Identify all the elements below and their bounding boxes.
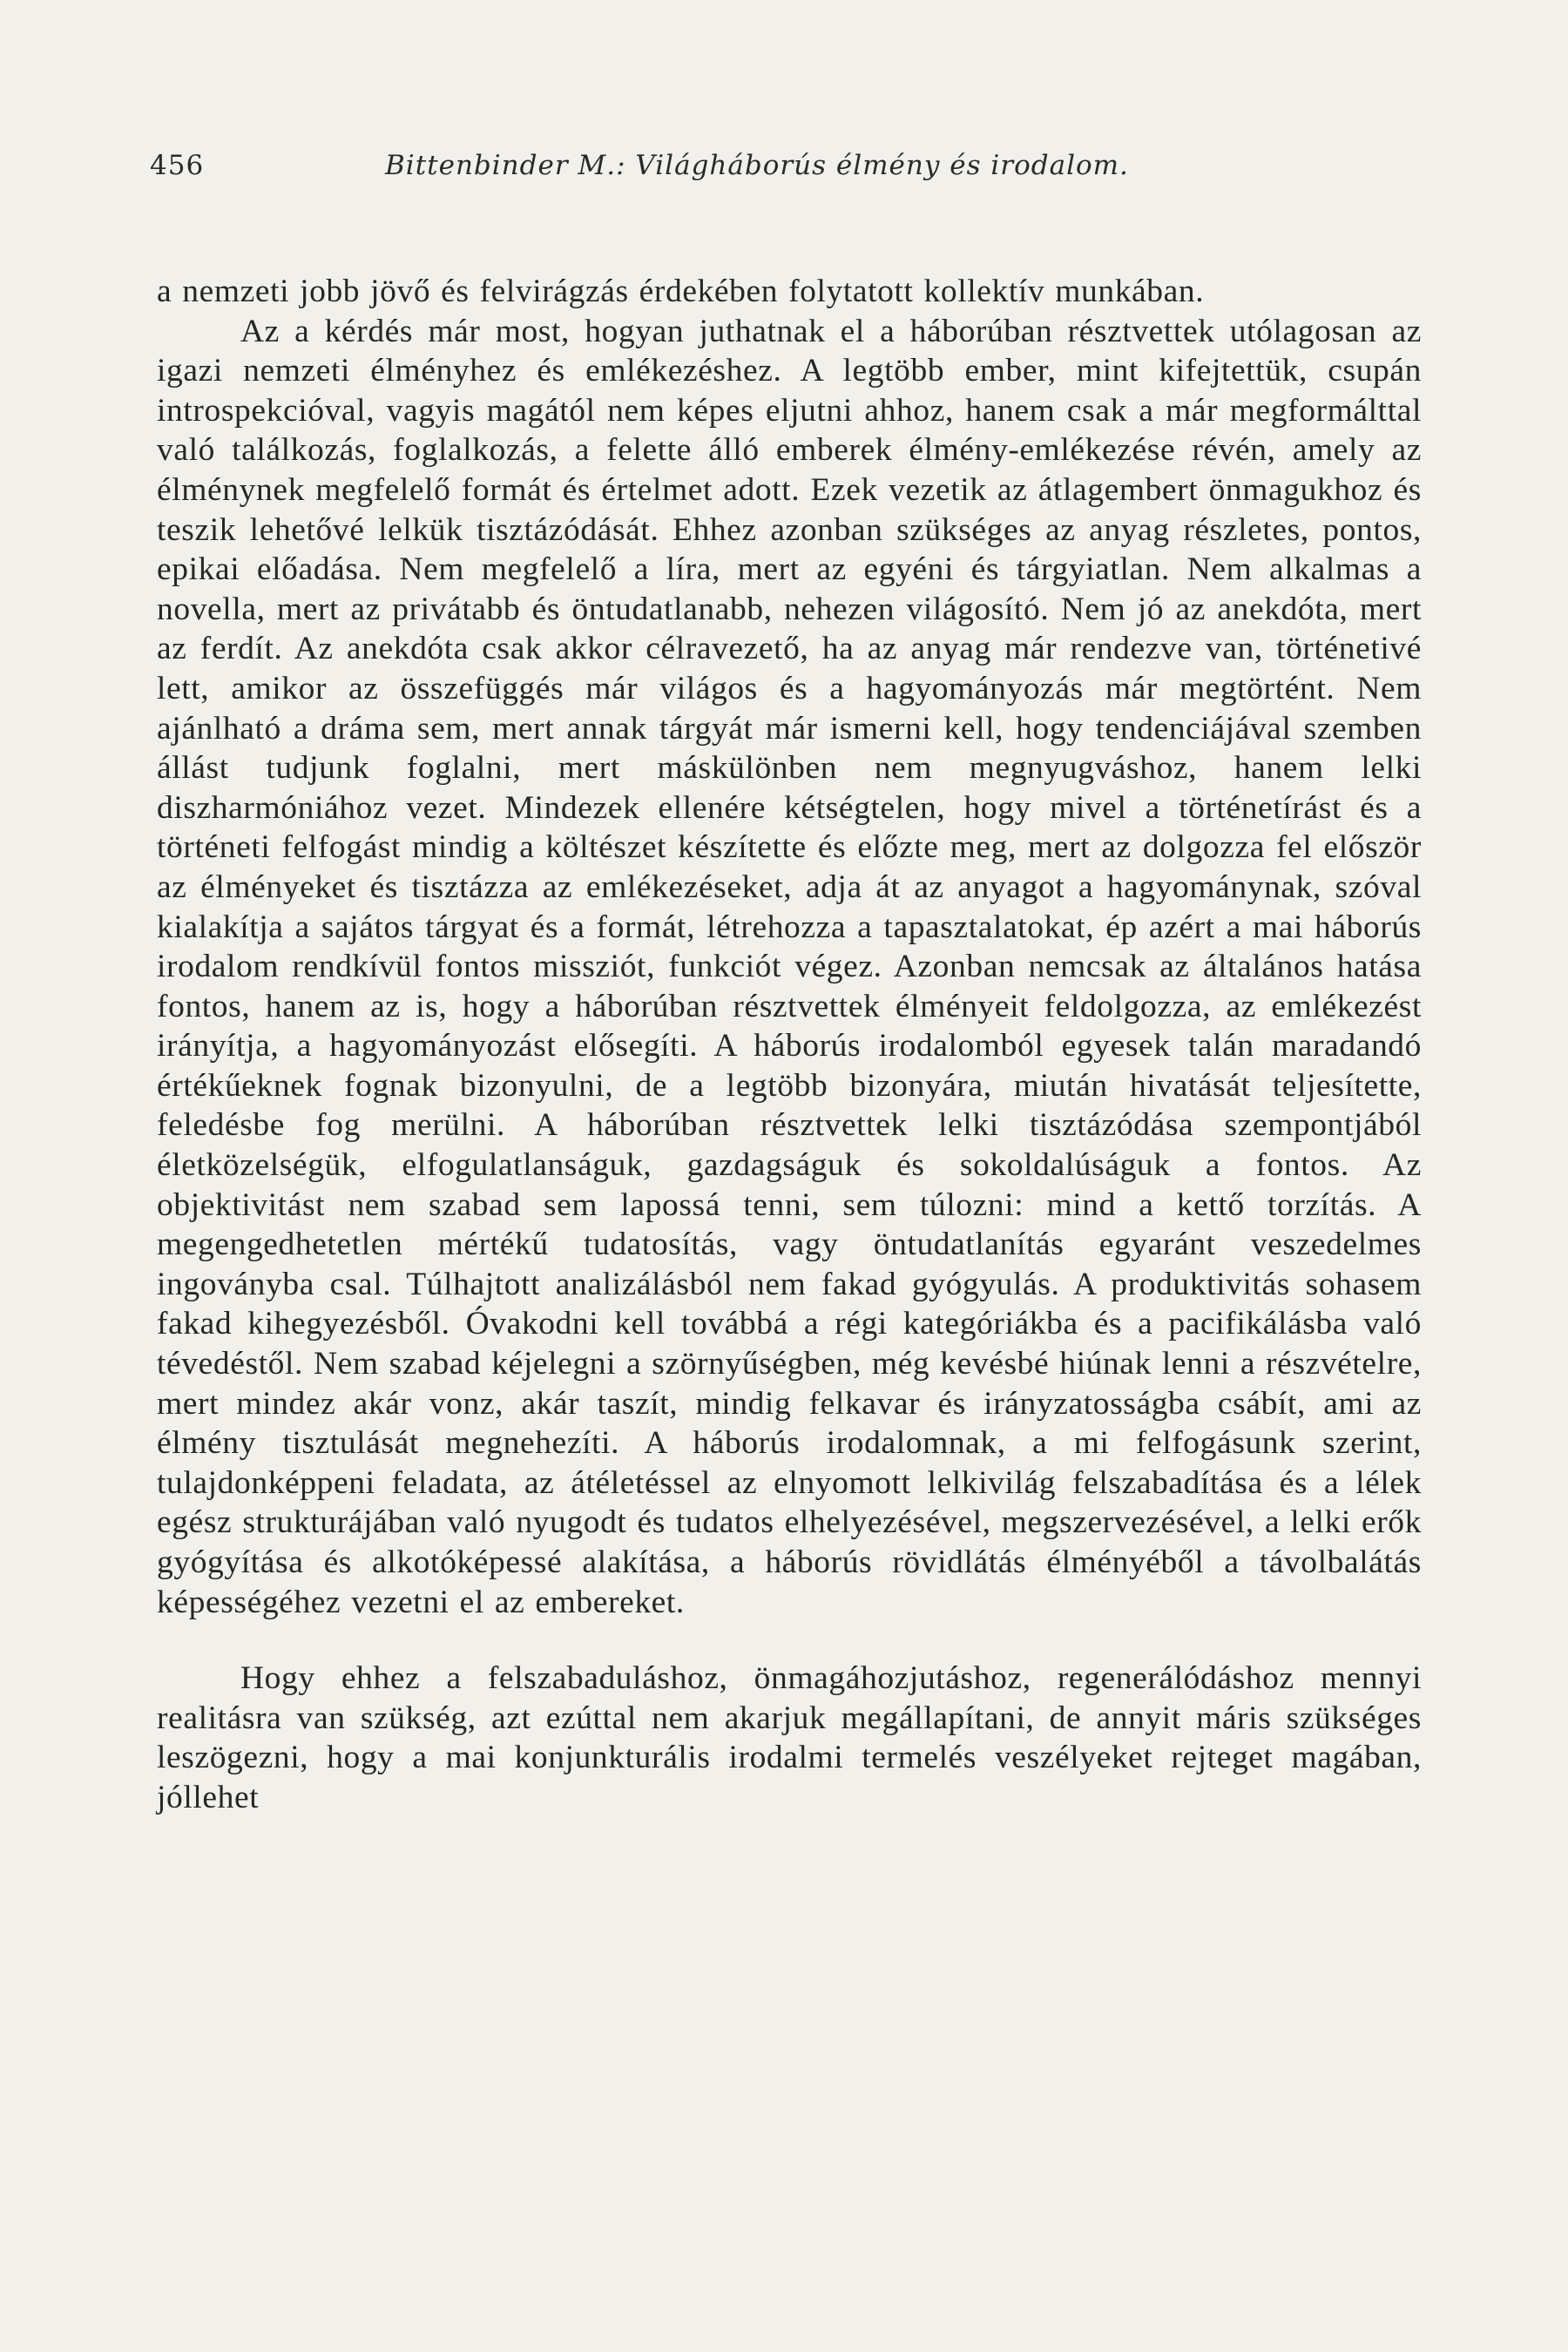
body-text bbox=[157, 272, 1422, 1818]
page-header bbox=[150, 150, 1422, 193]
running-title: Bittenbinder M.: Világháborús élmény és irodalom. bbox=[385, 150, 1129, 181]
paragraph-main: Az a kérdés már most, hogyan juthatnak el a háborúban résztvettek utólagosan az igazi nemzeti élményhez és emlékezéshez. A legtöbb ember, mint kifejtettük, csupán introspekcióval, vagyis magától nem képes eljutni ahhoz, hanem csak a már megformálttal való találkozás, foglalkozás, a felette álló emberek élmény-emlékezése révén, amely az élménynek megfelelő formát és értelmet adott. Ezek vezetik az átlagembert önmagukhoz és teszik lehetővé lelkük tisztázódását. Ehhez azonban szükséges az anyag részletes, pontos, epikai előadása. Nem megfelelő a líra, mert az egyéni és tárgyiatlan. Nem alkalmas a novella, mert az privátabb és öntudatlanabb, nehezen világosító. Nem jó az anekdóta, mert az ferdít. Az anekdóta csak akkor célravezető, ha az anyag már rendezve van, történetivé lett, amikor az összefüggés már világos és a hagyományozás már megtörtént. Nem ajánlható a dráma sem, mert annak tárgyát már ismerni kell, hogy tendenciájával szemben állást tudjunk foglalni, mert máskülönben nem megnyugváshoz, hanem lelki diszharmóniához vezet. Mindezek ellenére kétségtelen, hogy mivel a történetírást és a történeti felfogást mindig a költészet készítette és előzte meg, mert az dolgozza fel először az élményeket és tisztázza az emlékezéseket, adja át az anyagot a hagyománynak, szóval kialakítja a sajátos tárgyat és a formát, létrehozza a tapasztalatokat, ép azért a mai háborús irodalom rendkívül fontos missziót, funkciót végez. Azonban nemcsak az általános hatása fontos, hanem az is, hogy a háborúban résztvettek élményeit feldolgozza, az emlékezést irányítja, a hagyományozást elősegíti. A háborús irodalomból egyesek talán maradandó értékűeknek fognak bizonyulni, de a legtöbb bizonyára, miután hivatását teljesítette, feledésbe fog merülni. A háborúban résztvettek lelki tisztázódása szempontjából életközelségük, elfogulatlanságuk, gazdagságuk és sokoldalúságuk a fontos. Az objektivitást nem szabad sem lapossá tenni, sem túlozni: mind a kettő torzítás. A megengedhetetlen mértékű tudatosítás, vagy öntudatlanítás egyaránt veszedelmes ingoványba csal. Túlhajtott analizálásból nem fakad gyógyulás. A produktivitás sohasem fakad kihegyezésből. Óvakodni kell továbbá a régi kategóriákba és a pacifikálásba való tévedéstől. Nem szabad kéjelegni a szörnyűségben, még kevésbé hiúnak lenni a részvételre, mert mindez akár vonz, akár taszít, mindig felkavar és irányzatosságba csábít, ami az élmény tisztulását megnehezíti. A háborús irodalomnak, a mi felfogásunk szerint, tulajdonképpeni feladata, az átéletéssel az elnyomott lelkivilág felszabadítása és a lélek egész strukturájában való nyugodt és tudatos elhelyezésével, megszervezésével, a lelki erők gyógyítása és alkotóképessé alakítása, a háborús rövidlátás élményéből a távolbalátás képességéhez vezetni el az embereket. bbox=[157, 313, 1422, 1620]
page-number: 456 bbox=[150, 150, 205, 181]
paragraph-final: Hogy ehhez a felszabaduláshoz, önmagáhozjutáshoz, regenerálódáshoz mennyi realitásra van szükség, azt ezúttal nem akarjuk megállapítani, de annyit máris szükséges leszögezni, hogy a mai konjunkturális irodalmi termelés veszélyeket rejteget magában, jóllehet bbox=[157, 1660, 1422, 1815]
paragraph-continuation: a nemzeti jobb jövő és felvirágzás érdekében folytatott kollektív munkában. bbox=[157, 274, 1205, 309]
